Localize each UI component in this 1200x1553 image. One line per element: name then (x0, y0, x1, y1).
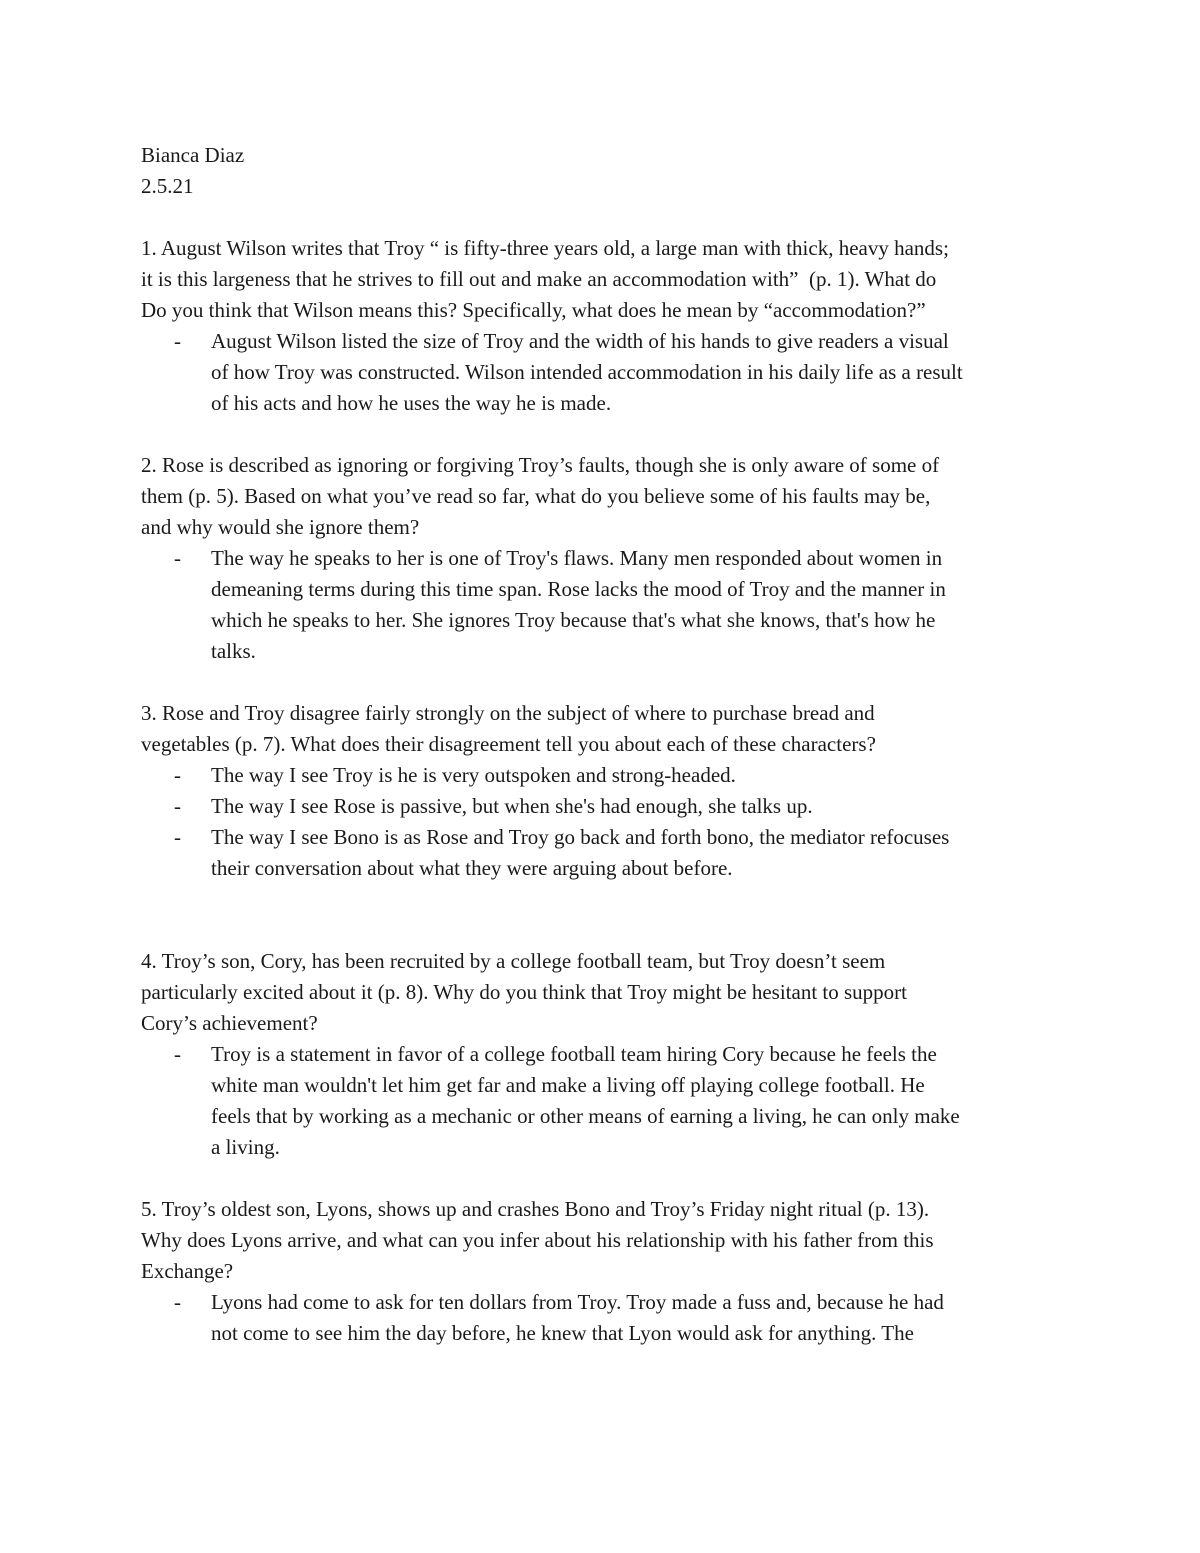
bullet-dash: - (174, 1290, 181, 1314)
spacer (141, 419, 1066, 450)
answer-line: The way I see Bono is as Rose and Troy go back and forth bono, the mediator refocuses (211, 825, 950, 849)
answer-bullet (141, 822, 1066, 884)
answer-line: Troy is a statement in favor of a college football team hiring Cory because he feels the (211, 1042, 937, 1066)
question-line: vegetables (p. 7). What does their disagreement tell you about each of these characters? (141, 732, 876, 756)
question-line: 1. August Wilson writes that Troy “ is fifty-three years old, a large man with thick, heavy hands; (141, 236, 949, 260)
question-line: particularly excited about it (p. 8). Why do you think that Troy might be hesitant to support (141, 980, 908, 1004)
answer-line: August Wilson listed the size of Troy and the width of his hands to give readers a visual (211, 329, 949, 353)
answer-line: feels that by working as a mechanic or other means of earning a living, he can only make (211, 1104, 960, 1128)
document-body (141, 140, 1066, 1349)
question-line: it is this largeness that he strives to fill out and make an accommodation with” (p. 1). What do (141, 267, 937, 291)
answer-line: a living. (211, 1135, 280, 1159)
bullet-dash: - (174, 329, 181, 353)
answer-line: talks. (211, 639, 256, 663)
answer-line: of how Troy was constructed. Wilson intended accommodation in his daily life as a result (211, 360, 963, 384)
bullet-dash: - (174, 546, 181, 570)
question-block (141, 946, 1066, 1163)
question-block (141, 450, 1066, 667)
bullet-dash: - (174, 1042, 181, 1066)
bullet-dash: - (174, 825, 181, 849)
answer-bullet (141, 1039, 1066, 1163)
question-line: 4. Troy’s son, Cory, has been recruited by a college football team, but Troy doesn’t seem (141, 949, 886, 973)
spacer (141, 1163, 1066, 1194)
question-block (141, 1194, 1066, 1349)
question-line: Why does Lyons arrive, and what can you infer about his relationship with his father from this (141, 1228, 934, 1252)
question-line: 3. Rose and Troy disagree fairly strongly on the subject of where to purchase bread and (141, 701, 875, 725)
spacer (141, 884, 1066, 946)
answer-bullet (141, 760, 1066, 791)
question-line: and why would she ignore them? (141, 515, 420, 539)
question-line: 5. Troy’s oldest son, Lyons, shows up and crashes Bono and Troy’s Friday night ritual (p. 13). (141, 1197, 930, 1221)
question-line: Exchange? (141, 1259, 234, 1283)
question-line: Cory’s achievement? (141, 1011, 318, 1035)
answer-line: The way he speaks to her is one of Troy's flaws. Many men responded about women in (211, 546, 943, 570)
answer-line: demeaning terms during this time span. Rose lacks the mood of Troy and the manner in (211, 577, 946, 601)
question-line: 2. Rose is described as ignoring or forgiving Troy’s faults, though she is only aware of some of (141, 453, 940, 477)
answer-bullet (141, 791, 1066, 822)
answer-bullet (141, 326, 1066, 419)
answer-line: which he speaks to her. She ignores Troy because that's what she knows, that's how he (211, 608, 936, 632)
spacer (141, 667, 1066, 698)
answer-bullet (141, 1287, 1066, 1349)
answer-line: Lyons had come to ask for ten dollars from Troy. Troy made a fuss and, because he had (211, 1290, 944, 1314)
spacer (141, 202, 1066, 233)
answer-line: of his acts and how he uses the way he is made. (211, 391, 612, 415)
question-line: them (p. 5). Based on what you’ve read so far, what do you believe some of his faults may be, (141, 484, 931, 508)
answer-line: The way I see Troy is he is very outspoken and strong-headed. (211, 763, 736, 787)
answer-line: not come to see him the day before, he knew that Lyon would ask for anything. The (211, 1321, 914, 1345)
answer-line: white man wouldn't let him get far and make a living off playing college football. He (211, 1073, 925, 1097)
answer-bullet (141, 543, 1066, 667)
bullet-dash: - (174, 763, 181, 787)
author-name: Bianca Diaz (141, 143, 245, 167)
document-date: 2.5.21 (141, 174, 194, 198)
answer-line: The way I see Rose is passive, but when she's had enough, she talks up. (211, 794, 813, 818)
question-line: Do you think that Wilson means this? Specifically, what does he mean by “accommodation?” (141, 298, 926, 322)
question-block (141, 698, 1066, 884)
bullet-dash: - (174, 794, 181, 818)
answer-line: their conversation about what they were arguing about before. (211, 856, 733, 880)
question-block (141, 233, 1066, 419)
